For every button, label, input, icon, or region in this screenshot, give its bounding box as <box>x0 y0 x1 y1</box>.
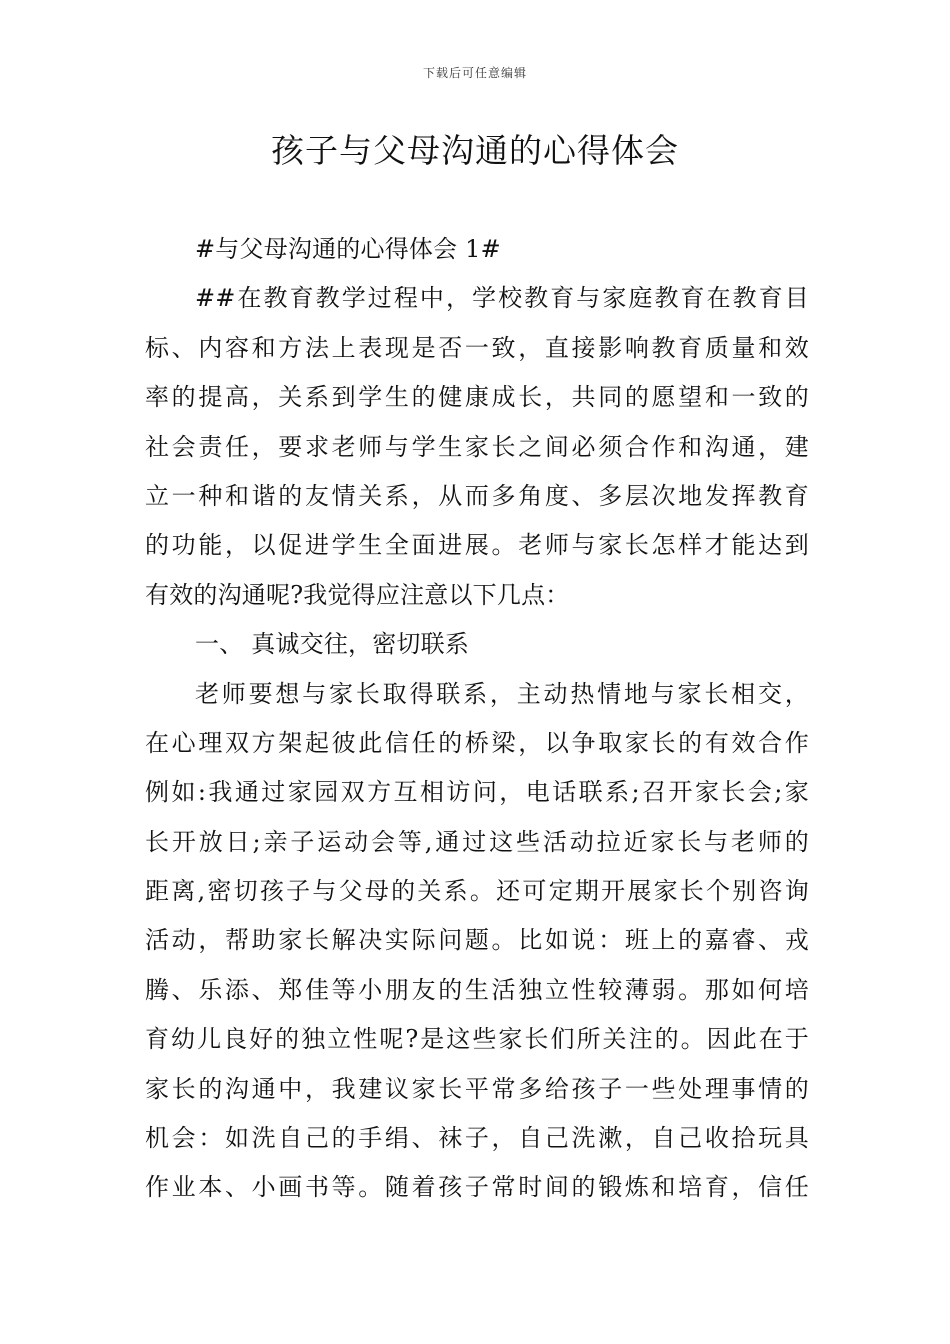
paragraph-line: 长开放日;亲子运动会等,通过这些活动拉近家长与老师的 <box>145 827 809 856</box>
paragraph-line: 例如:我通过家园双方互相访问，电话联系;召开家长会;家 <box>145 778 809 807</box>
section-heading: #与父母沟通的心得体会 1# <box>195 235 501 263</box>
paragraph-line: 立一种和谐的友情关系，从而多角度、多层次地发挥教育 <box>145 481 809 510</box>
paragraph-line: 有效的沟通呢?我觉得应注意以下几点： <box>145 580 570 609</box>
subsection-heading: 一、 真诚交往，密切联系 <box>195 630 470 659</box>
paragraph-line: 的功能，以促进学生全面进展。老师与家长怎样才能达到 <box>145 531 809 560</box>
paragraph-line: 机会：如洗自己的手绢、袜子，自己洗漱，自己收拾玩具 <box>145 1124 809 1153</box>
paragraph-line: 率的提高，关系到学生的健康成长，共同的愿望和一致的 <box>145 383 809 412</box>
document-body <box>145 225 809 1213</box>
paragraph-line: 腾、乐添、郑佳等小朋友的生活独立性较薄弱。那如何培 <box>145 975 809 1004</box>
header-note: 下载后可任意编辑 <box>422 66 527 80</box>
paragraph-line: 作业本、小画书等。随着孩子常时间的锻炼和培育，信任 <box>145 1173 809 1202</box>
paragraph-line: 活动，帮助家长解决实际问题。比如说：班上的嘉睿、戎 <box>145 926 809 955</box>
paragraph-line: 老师要想与家长取得联系，主动热情地与家长相交， <box>195 679 809 708</box>
paragraph-line: ##在教育教学过程中，学校教育与家庭教育在教育目 <box>195 284 809 313</box>
paragraph-line: 距离,密切孩子与父母的关系。还可定期开展家长个别咨询 <box>145 877 809 906</box>
paragraph-line: 在心理双方架起彼此信任的桥梁，以争取家长的有效合作 <box>145 728 809 757</box>
paragraph-line: 标、内容和方法上表现是否一致，直接影响教育质量和效 <box>145 333 809 362</box>
document-title: 孩子与父母沟通的心得体会 <box>271 131 679 170</box>
paragraph-line: 育幼儿良好的独立性呢?是这些家长们所关注的。因此在于 <box>145 1025 809 1054</box>
paragraph-line: 社会责任，要求老师与学生家长之间必须合作和沟通，建 <box>145 432 809 461</box>
paragraph-line: 家长的沟通中，我建议家长平常多给孩子一些处理事情的 <box>145 1074 809 1103</box>
